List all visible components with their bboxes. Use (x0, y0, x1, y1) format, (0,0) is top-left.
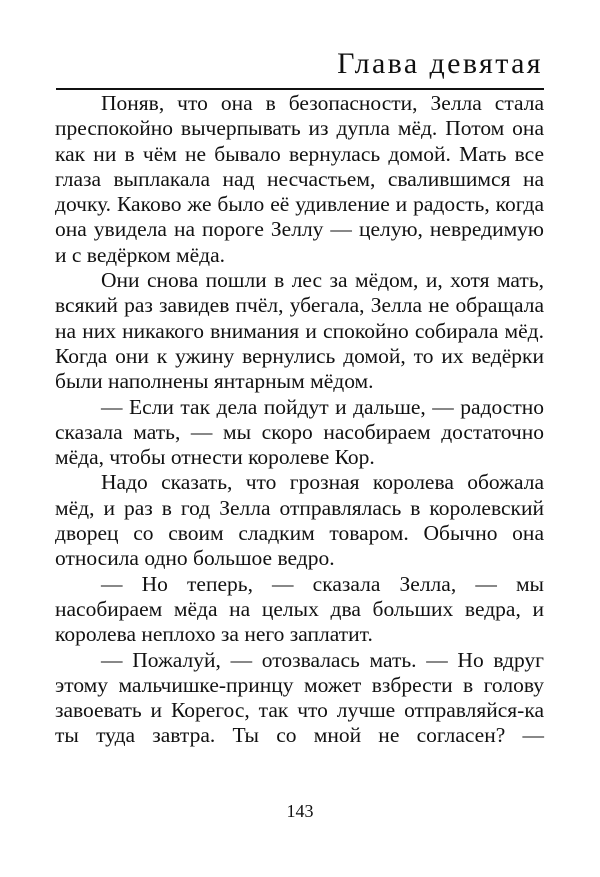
page-number: 143 (286, 801, 314, 821)
paragraph: Они снова пошли в лес за мёдом, и, хотя мать, всякий раз завидев пчёл, убегала, Зелла не обращала на них никакого внимания и спокойно собирала мёд. Когда они к ужину вернулись домой, то их ведёрки были наполнены янтарным мёдом. (55, 268, 544, 394)
header-rule (56, 88, 544, 90)
paragraph: Поняв, что она в безопасности, Зелла стала преспокойно вычерпывать из дупла мёд. Потом она как ни в чём не бывало вернулась домой. Мать все глаза выплакала над несчастьем, свалившимся на дочку. Каково же было её удивление и радость, когда она увидела на пороге Зеллу — целую, невредимую и с ведёрком мёда. (55, 91, 544, 267)
chapter-title: Глава девятая (337, 47, 543, 80)
body-text (55, 91, 544, 749)
paragraph: — Но теперь, — сказала Зелла, — мы насобираем мёда на целых два больших ведра, и королева неплохо за него заплатит. (55, 571, 544, 647)
paragraph: Надо сказать, что грозная королева обожала мёд, и раз в год Зелла отправлялась в королевский дворец со своим сладким товаром. Обычно она относила одно большое ведро. (55, 470, 544, 571)
paragraph: — Если так дела пойдут и дальше, — радостно сказала мать, — мы скоро насобираем достаточно мёда, чтобы отнести королеве Кор. (55, 394, 544, 470)
paragraph: — Пожалуй, — отозвалась мать. — Но вдруг этому мальчишке-принцу может взбрести в голову завоевать и Корегос, так что лучше отправляйся-ка ты туда завтра. Ты со мной не согласен? — (55, 647, 544, 748)
